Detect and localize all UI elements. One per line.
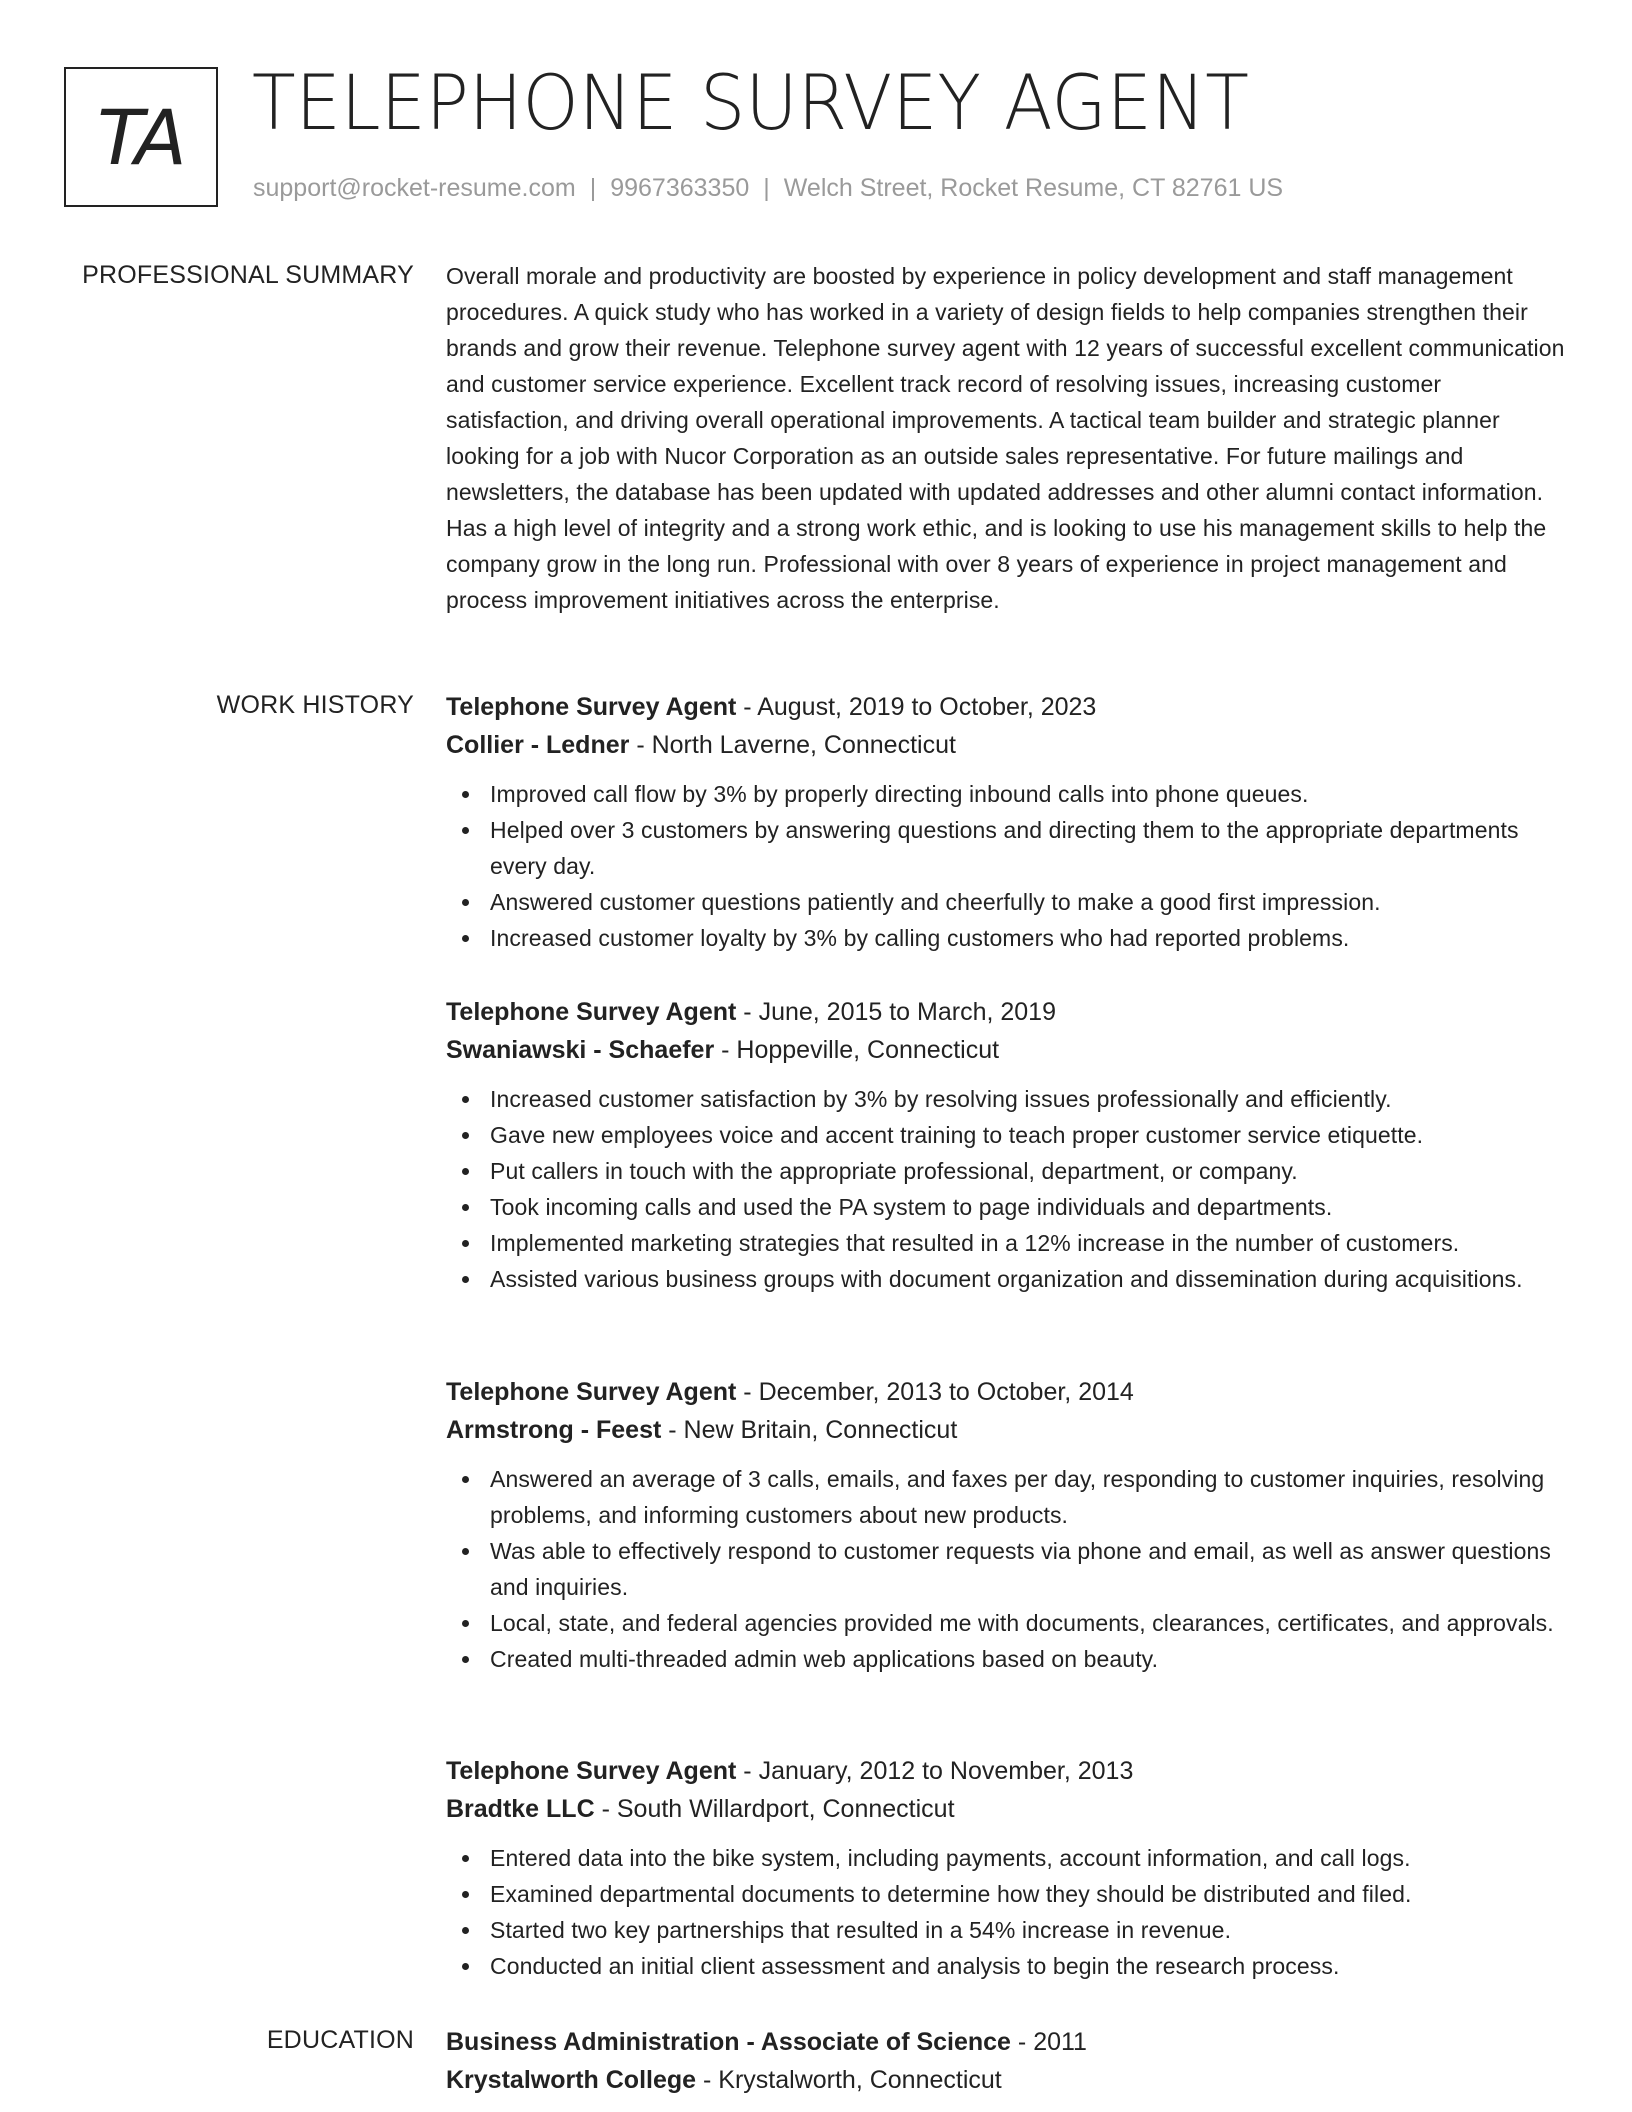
section-label-education: EDUCATION <box>266 2026 414 2054</box>
job-bullet: Examined departmental documents to determine how they should be distributed and filed. <box>490 1876 1566 1912</box>
education-year: - 2011 <box>1017 2028 1087 2056</box>
contact-separator: | <box>589 174 597 202</box>
summary-text: Overall morale and productivity are boosted by experience in policy development and staff management procedures. A quick study who has worked in a variety of design fields to help companies strengthen their brands and grow their revenue. Telephone survey agent with 12 years of successful excellent communication and customer service experience. Excellent track record of resolving issues, increasing customer satisfaction, and driving overall operational improvements. A tactical team builder and strategic planner looking for a job with Nucor Corporation as an outside sales representative. For future mailings and newsletters, the database has been updated with updated addresses and other alumni contact information. Has a high level of integrity and a strong work ethic, and is looking to use his management skills to help the company grow in the long run. Professional with over 8 years of experience in project management and process improvement initiatives across the enterprise. <box>446 263 1565 613</box>
job-bullet: Gave new employees voice and accent training to teach proper customer service etiquette. <box>490 1117 1566 1153</box>
job-company-line <box>446 726 1566 764</box>
education-degree-line <box>446 2023 1566 2061</box>
contact-phone[interactable]: 9967363350 <box>610 174 750 202</box>
job-bullet: Local, state, and federal agencies provided me with documents, clearances, certificates, and approvals. <box>490 1605 1566 1641</box>
contact-line <box>253 174 1283 203</box>
job-title: Telephone Survey Agent <box>446 693 737 721</box>
job-company: Swaniawski - Schaefer <box>446 1036 715 1064</box>
job-location: - Hoppeville, Connecticut <box>721 1036 1000 1064</box>
summary-body <box>446 258 1566 618</box>
contact-separator: | <box>763 174 770 202</box>
resume-title: TELEPHONE SURVEY AGENT <box>252 58 1249 147</box>
job-entry <box>446 993 1566 1297</box>
job-bullet: Entered data into the bike system, including payments, account information, and call logs. <box>490 1840 1566 1876</box>
job-bullet: Implemented marketing strategies that resulted in a 12% increase in the number of customers. <box>490 1225 1566 1261</box>
monogram-badge: TA <box>64 67 218 207</box>
contact-email[interactable]: support@rocket-resume.com <box>253 174 576 202</box>
job-title: Telephone Survey Agent <box>446 1757 737 1785</box>
education-school: Krystalworth College <box>446 2066 697 2094</box>
job-entry <box>446 1752 1566 1984</box>
job-bullet: Answered an average of 3 calls, emails, and faxes per day, responding to customer inquiries, resolving problems, and informing customers about new products. <box>490 1461 1566 1533</box>
job-company: Armstrong - Feest <box>446 1416 662 1444</box>
job-location: - North Laverne, Connecticut <box>636 731 956 759</box>
job-bullet: Created multi-threaded admin web applications based on beauty. <box>490 1641 1566 1677</box>
job-entry <box>446 688 1566 956</box>
education-body <box>446 2023 1566 2099</box>
section-label-work-history: WORK HISTORY <box>216 691 414 719</box>
job-bullets <box>446 1840 1566 1984</box>
education-location: - Krystalworth, Connecticut <box>703 2066 1002 2094</box>
job-entry <box>446 1373 1566 1677</box>
job-company-line <box>446 1790 1566 1828</box>
job-bullet: Put callers in touch with the appropriate professional, department, or company. <box>490 1153 1566 1189</box>
job-location: - South Willardport, Connecticut <box>601 1795 955 1823</box>
education-school-line <box>446 2061 1566 2099</box>
section-label-summary: PROFESSIONAL SUMMARY <box>82 261 414 289</box>
job-dates: - December, 2013 to October, 2014 <box>743 1378 1134 1406</box>
job-dates: - August, 2019 to October, 2023 <box>743 693 1097 721</box>
job-bullet: Took incoming calls and used the PA system to page individuals and departments. <box>490 1189 1566 1225</box>
job-title-line <box>446 688 1566 726</box>
job-bullets <box>446 1081 1566 1297</box>
job-bullet: Increased customer loyalty by 3% by calling customers who had reported problems. <box>490 920 1566 956</box>
job-bullet: Assisted various business groups with document organization and dissemination during acquisitions. <box>490 1261 1566 1297</box>
job-bullet: Answered customer questions patiently and cheerfully to make a good first impression. <box>490 884 1566 920</box>
job-bullet: Conducted an initial client assessment and analysis to begin the research process. <box>490 1948 1566 1984</box>
job-company-line <box>446 1031 1566 1069</box>
job-location: - New Britain, Connecticut <box>668 1416 958 1444</box>
job-bullet: Started two key partnerships that resulted in a 54% increase in revenue. <box>490 1912 1566 1948</box>
job-bullets <box>446 1461 1566 1677</box>
job-title: Telephone Survey Agent <box>446 998 737 1026</box>
job-bullets <box>446 776 1566 956</box>
job-dates: - January, 2012 to November, 2013 <box>743 1757 1134 1785</box>
job-dates: - June, 2015 to March, 2019 <box>743 998 1056 1026</box>
education-degree: Business Administration - Associate of Science <box>446 2028 1011 2056</box>
job-bullet: Increased customer satisfaction by 3% by resolving issues professionally and efficiently. <box>490 1081 1566 1117</box>
job-bullet: Improved call flow by 3% by properly directing inbound calls into phone queues. <box>490 776 1566 812</box>
job-title-line <box>446 1752 1566 1790</box>
resume-header <box>64 58 1564 214</box>
job-company: Bradtke LLC <box>446 1795 595 1823</box>
job-title: Telephone Survey Agent <box>446 1378 737 1406</box>
job-title-line <box>446 1373 1566 1411</box>
contact-address: Welch Street, Rocket Resume, CT 82761 US <box>783 174 1284 202</box>
job-bullet: Helped over 3 customers by answering questions and directing them to the appropriate departments every day. <box>490 812 1566 884</box>
job-bullet: Was able to effectively respond to customer requests via phone and email, as well as answer questions and inquiries. <box>490 1533 1566 1605</box>
job-title-line <box>446 993 1566 1031</box>
job-company-line <box>446 1411 1566 1449</box>
job-company: Collier - Ledner <box>446 731 630 759</box>
